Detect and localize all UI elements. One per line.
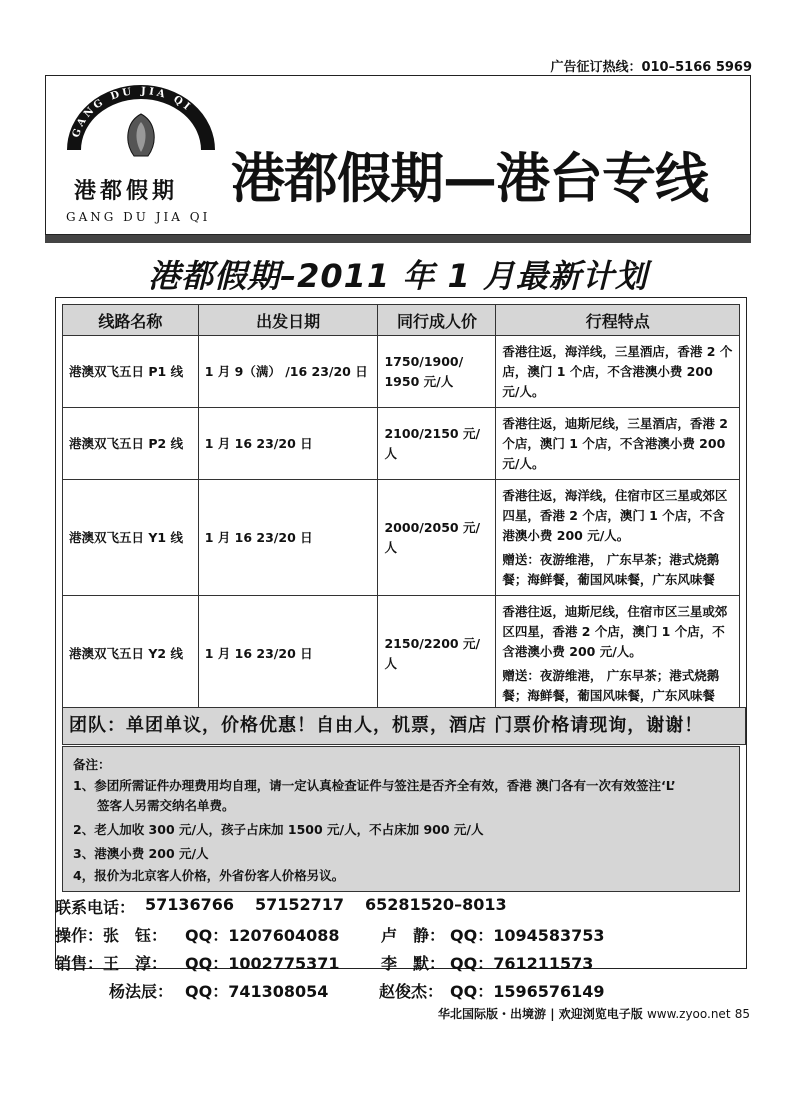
table-row [63, 408, 740, 480]
route-features [496, 596, 740, 712]
note-line: 4，报价为北京客人价格，外省份客人价格另议。 [73, 868, 345, 883]
footer-separator: | [550, 1007, 555, 1021]
departure-date: 1 月 16 23/20 日 [198, 596, 378, 712]
table-row [63, 596, 740, 712]
route-name: 港澳双飞五日 Y1 线 [63, 480, 199, 596]
adult-price: 1750/1900/ 1950 元/人 [378, 336, 496, 408]
bauhinia-logo-icon [66, 84, 216, 164]
route-name: 港澳双飞五日 P1 线 [63, 336, 199, 408]
sales2-qq: QQ：761211573 [450, 954, 594, 973]
header-date: 出发日期 [198, 305, 378, 336]
header-banner [45, 75, 751, 235]
sales-qq: QQ：1002775371 [185, 954, 340, 973]
sales2-name: 李 默： [381, 954, 446, 973]
adult-price: 2000/2050 元/人 [378, 480, 496, 596]
header-features: 行程特点 [496, 305, 740, 336]
route-name: 港澳双飞五日 Y2 线 [63, 596, 199, 712]
divider-band [45, 235, 751, 243]
sales4-qq: QQ：1596576149 [450, 982, 605, 1001]
banner-title: 港都假期—港台专线 [231, 146, 708, 210]
gifts-text: 赠送：夜游维港， 广东早茶；港式烧鹅餐；海鲜餐，葡国风味餐，广东风味餐 [502, 667, 720, 703]
phone-number: 57136766 [145, 895, 235, 914]
route-features [496, 480, 740, 596]
sales4-name: 赵俊杰： [379, 982, 444, 1001]
note-line: 1、参团所需证件办理费用均自理，请一定认真检查证件与签注是否齐全有效，香港 澳门各有一次有效签注‘L’ [73, 778, 676, 793]
route-name: 港澳双飞五日 P2 线 [63, 408, 199, 480]
operator2-name: 卢 静： [381, 926, 446, 945]
sales3-qq: QQ：741308054 [185, 982, 329, 1001]
phone-number: 65281520–8013 [365, 895, 507, 914]
table-header-row [63, 305, 740, 336]
operator2-qq: QQ：1094583753 [450, 926, 605, 945]
page-number: 85 [734, 1007, 750, 1021]
operator-contact: 操作：张 钰： [55, 926, 168, 945]
plan-title: 港都假期–2011 年 1 月最新计划 [148, 257, 648, 295]
departure-date: 1 月 16 23/20 日 [198, 480, 378, 596]
note-line: 2、老人加收 300 元/人，孩子占床加 1500 元/人，不占床加 900 元/人 [73, 822, 484, 837]
departure-date: 1 月 16 23/20 日 [198, 408, 378, 480]
notes-box [62, 746, 740, 892]
header-route: 线路名称 [63, 305, 199, 336]
main-content-box [55, 297, 747, 969]
footer-edition: 华北国际版・出境游 [438, 1007, 547, 1021]
operator-qq: QQ：1207604088 [185, 926, 340, 945]
route-features: 香港往返，海洋线，三星酒店，香港 2 个店，澳门 1 个店，不含港澳小费 200 元/人。 [496, 336, 740, 408]
table-row [63, 480, 740, 596]
sales-contact: 销售：王 淳： [55, 954, 168, 973]
page-footer [438, 1005, 750, 1022]
route-features: 香港往返，迪斯尼线，三星酒店，香港 2 个店，澳门 1 个店，不含港澳小费 200 元/人。 [496, 408, 740, 480]
footer-welcome: 欢迎浏览电子版 [558, 1007, 643, 1021]
adult-price: 2100/2150 元/人 [378, 408, 496, 480]
phone-number: 57152717 [255, 895, 345, 914]
header-price: 同行成人价 [378, 305, 496, 336]
routes-table [62, 304, 740, 712]
departure-date: 1 月 9（满） /16 23/20 日 [198, 336, 378, 408]
sales3-name: 杨法辰： [109, 982, 174, 1001]
team-notice-bar: 团队：单团单议，价格优惠！自由人，机票，酒店 门票价格请现询，谢谢！ [62, 707, 746, 745]
notes-heading: 备注： [73, 757, 111, 772]
note-line: 3、港澳小费 200 元/人 [73, 846, 209, 861]
page-frame [45, 75, 751, 1085]
footer-site: www.zyoo.net [646, 1007, 731, 1021]
adult-price: 2150/2200 元/人 [378, 596, 496, 712]
note-line: 签客人另需交纳名单费。 [97, 798, 235, 813]
features-text: 香港往返，海洋线，住宿市区三星或郊区四星，香港 2 个店，澳门 1 个店，不含港澳小费 200 元/人。 [502, 487, 728, 543]
logo-chinese-text: 港都假期 [74, 178, 179, 204]
logo-arc-text: GANG DU JIA QI [70, 85, 194, 139]
phone-label: 联系电话： [55, 898, 136, 917]
table-row [63, 336, 740, 408]
features-text: 香港往返，迪斯尼线，住宿市区三星或郊区四星，香港 2 个店，澳门 1 个店，不含港澳小费 200 元/人。 [502, 603, 728, 659]
gifts-text: 赠送：夜游维港， 广东早茶；港式烧鹅餐；海鲜餐，葡国风味餐，广东风味餐 [502, 551, 720, 587]
logo-english-text: GANG DU JIA QI [66, 210, 211, 224]
ad-hotline: 广告征订热线：010–5166 5969 [550, 60, 752, 75]
